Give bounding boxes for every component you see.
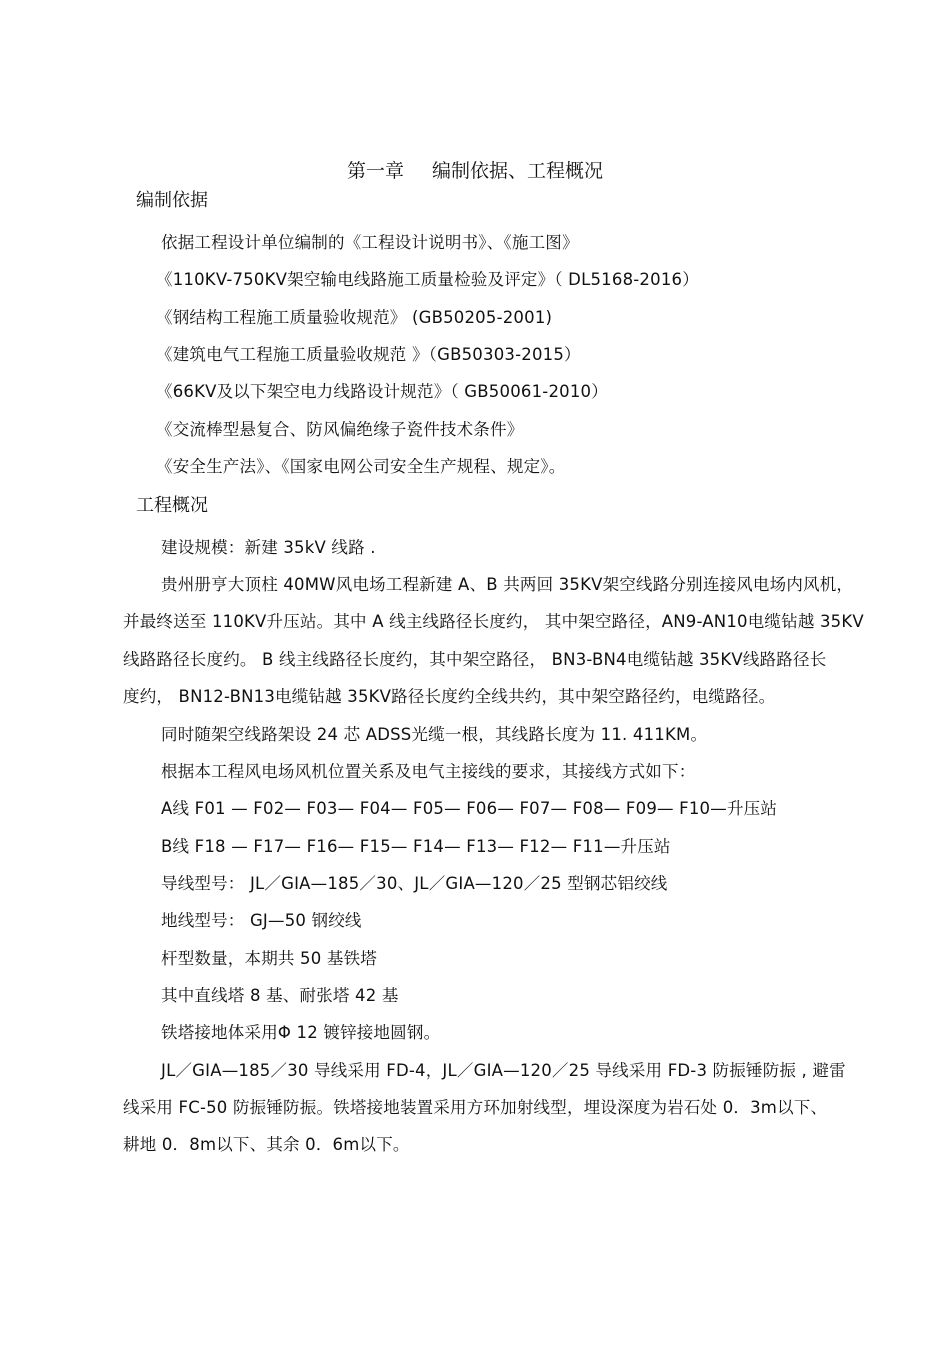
chapter-name: 编制依据、工程概况	[432, 160, 604, 182]
basis-line-7: 《安全生产法》、《国家电网公司安全生产规程、规定》。	[156, 457, 566, 476]
section-heading-overview: 工程概况	[136, 495, 208, 516]
overview-line-b: B线 F18 — F17— F16— F15— F14— F13— F12— F11—升压站	[161, 837, 671, 856]
basis-line-1: 依据工程设计单位编制的《工程设计说明书》、《施工图》	[161, 233, 579, 252]
basis-line-6: 《交流棒型悬复合、防风偏绝缘子瓷件技术条件》	[156, 420, 524, 439]
overview-tower-count: 杆型数量，本期共 50 基铁塔	[161, 949, 377, 968]
overview-ground-wire: 地线型号： GJ—50 钢绞线	[161, 911, 362, 930]
overview-scale: 建设规模：新建 35kV 线路 .	[161, 538, 376, 557]
overview-conductor: 导线型号： JL／GIA—185／30、JL／GIA—120／25 型钢芯铝绞线	[161, 874, 668, 893]
overview-para1-line-4: 度约， BN12-BN13电缆钻越 35KV路径长度约全线共约，其中架空路径约，电缆路径。	[123, 687, 776, 706]
basis-line-5: 《66KV及以下架空电力线路设计规范》（ GB50061-2010）	[156, 382, 608, 401]
overview-wiring-intro: 根据本工程风电场风机位置关系及电气主接线的要求，其接线方式如下：	[161, 762, 696, 781]
overview-para2-line-1: JL／GIA—185／30 导线采用 FD-4，JL／GIA—120／25 导线采用 FD-3 防振锤防振 , 避雷	[161, 1061, 846, 1080]
overview-para1-line-3: 线路路径长度约。 B 线主线路径长度约，其中架空路径， BN3-BN4电缆钻越 35KV线路路径长	[123, 650, 827, 669]
chapter-title	[0, 158, 950, 184]
overview-grounding: 铁塔接地体采用Φ 12 镀锌接地圆钢。	[161, 1023, 441, 1042]
overview-para2-line-2: 线采用 FC-50 防振锤防振。铁塔接地装置采用方环加射线型，埋设深度为岩石处 0．3m以下、	[123, 1098, 828, 1117]
chapter-number: 第一章	[346, 160, 404, 182]
overview-line-a: A线 F01 — F02— F03— F04— F05— F06— F07— F08— F09— F10—升压站	[161, 799, 778, 818]
overview-para1-line-1: 贵州册亨大顶柱 40MW风电场工程新建 A、B 共两回 35KV架空线路分别连接风电场内风机，	[161, 575, 854, 594]
overview-adss: 同时随架空线路架设 24 芯 ADSS光缆一根，其线路长度为 11. 411KM。	[161, 725, 708, 744]
basis-line-3: 《钢结构工程施工质量验收规范》 (GB50205-2001)	[156, 308, 553, 327]
overview-tower-types: 其中直线塔 8 基、耐张塔 42 基	[161, 986, 399, 1005]
overview-para1-line-2: 并最终送至 110KV升压站。其中 A 线主线路径长度约， 其中架空路径，AN9-AN10电缆钻越 35KV	[123, 612, 864, 631]
basis-line-4: 《建筑电气工程施工质量验收规范 》（GB50303-2015）	[156, 345, 581, 364]
overview-para2-line-3: 耕地 0．8m以下、其余 0．6m以下。	[123, 1135, 410, 1154]
basis-line-2: 《110KV-750KV架空输电线路施工质量检验及评定》（ DL5168-2016）	[156, 270, 699, 289]
section-heading-basis: 编制依据	[136, 190, 208, 211]
